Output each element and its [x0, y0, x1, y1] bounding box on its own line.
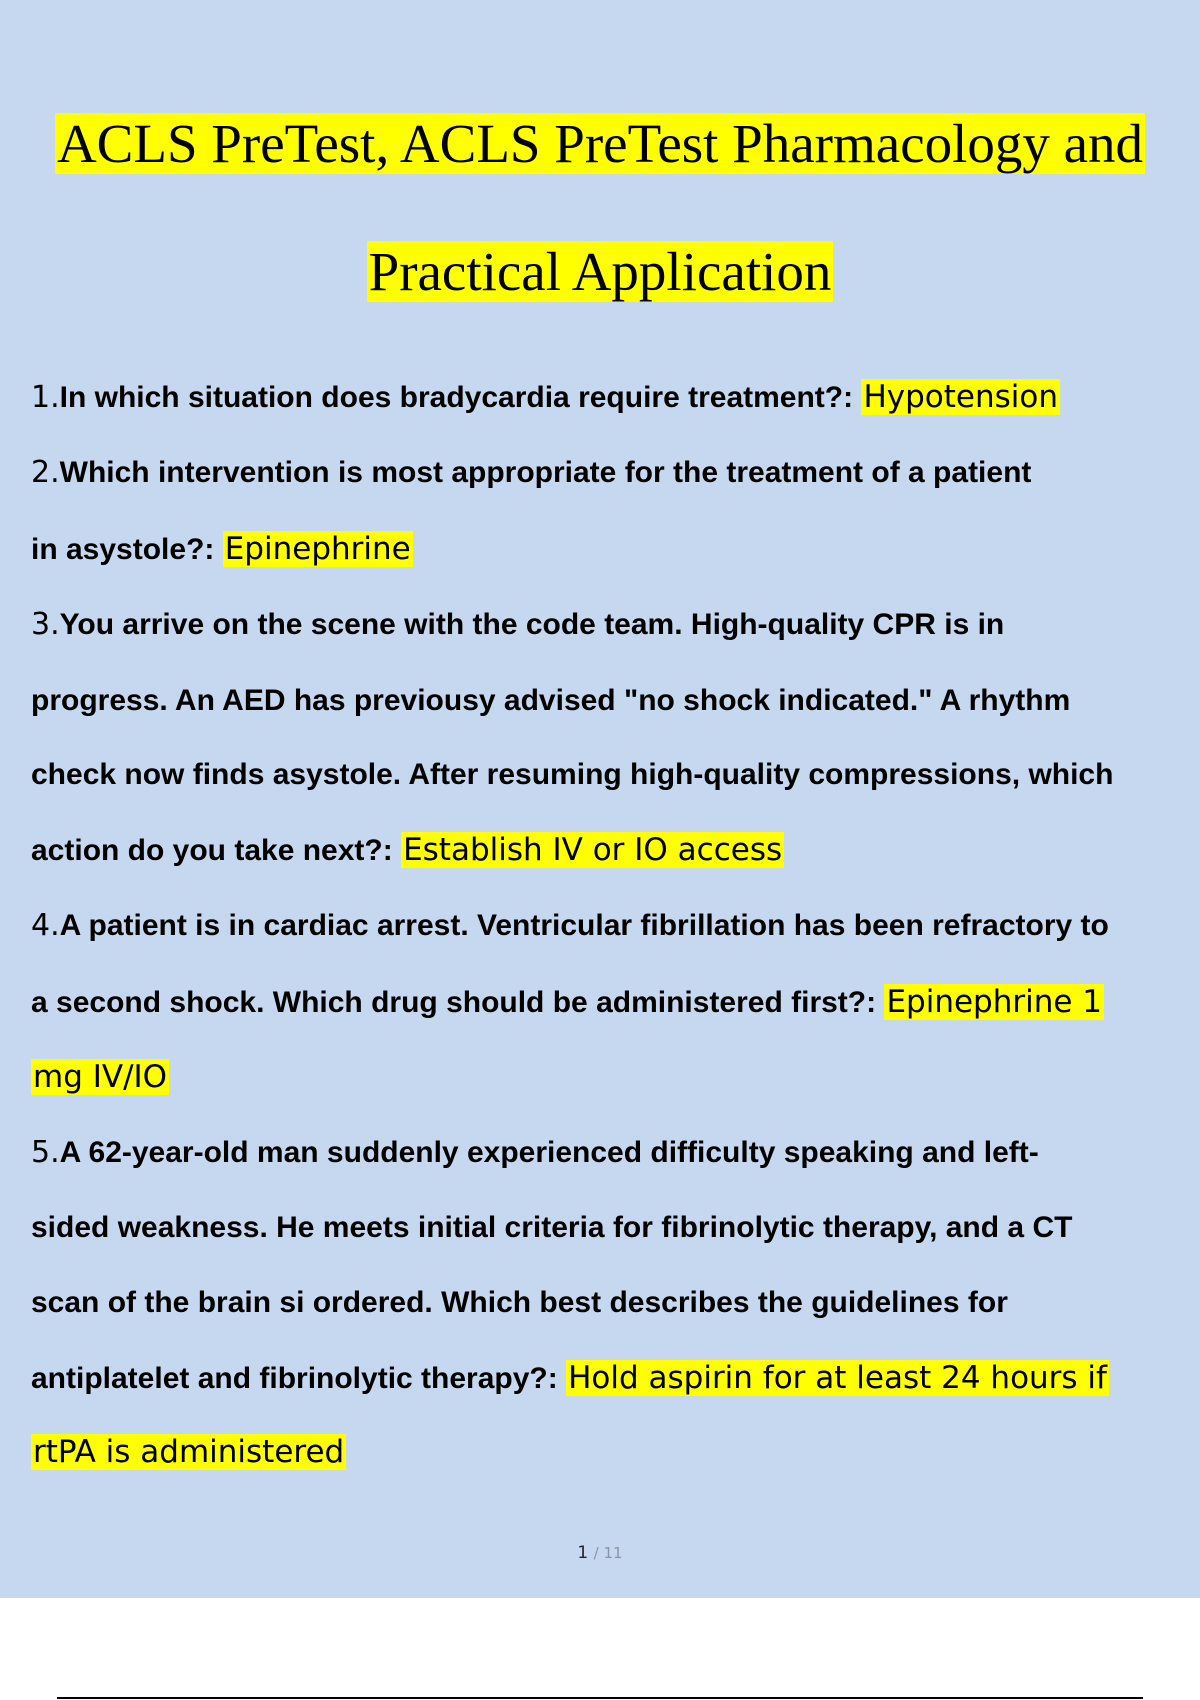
title-highlight-2: Practical Application: [368, 241, 832, 302]
question-5-text-1: A 62-year-old man suddenly experienced difficulty speaking and left-: [59, 1136, 1039, 1169]
question-4-number: 4.: [31, 908, 60, 943]
question-2-number: 2.: [31, 455, 60, 490]
question-3-line-1: [31, 605, 1004, 645]
document-title-line-2: [0, 240, 1200, 304]
question-3-text-1: You arrive on the scene with the code team. High-quality CPR is in: [59, 608, 1005, 641]
next-page-top-rule: [57, 1697, 1143, 1699]
question-4-answer-2: mg IV/IO: [33, 1059, 168, 1095]
question-4-line-2: [31, 982, 1104, 1023]
question-5-answer-1: Hold aspirin for at least 24 hours if: [568, 1360, 1107, 1396]
question-2-line-2: [31, 529, 413, 570]
question-1-line-1: [31, 377, 1060, 418]
question-4-text-2: a second shock. Which drug should be administered first?:: [31, 986, 885, 1019]
question-3-line-3: [31, 755, 1113, 795]
question-2-answer: Epinephrine: [224, 531, 411, 567]
question-1-text: In which situation does bradycardia require treatment?:: [59, 381, 862, 414]
question-4-text-1: A patient is in cardiac arrest. Ventricular fibrillation has been refractory to: [59, 909, 1109, 942]
question-5-line-3: [31, 1283, 1008, 1323]
question-5-text-2: sided weakness. He meets initial criteria for fibrinolytic therapy, and a CT: [31, 1211, 1073, 1244]
question-1-number: 1.: [31, 380, 60, 415]
question-3-answer: Establish IV or IO access: [403, 832, 783, 868]
question-1-answer: Hypotension: [863, 379, 1059, 415]
page-indicator: [0, 1543, 1200, 1563]
question-4-line-3: [31, 1057, 169, 1098]
page-current: 1: [577, 1543, 589, 1563]
question-5-text-4: antiplatelet and fibrinolytic therapy?:: [31, 1362, 567, 1395]
question-2-line-1: [31, 453, 1031, 493]
document-title-line-1: [0, 112, 1200, 176]
question-2-text-1: Which intervention is most appropriate for the treatment of a patient: [59, 456, 1032, 489]
question-3-number: 3.: [31, 607, 60, 642]
question-5-line-5: [31, 1432, 346, 1473]
question-3-text-2: progress. An AED has previousy advised "no shock indicated." A rhythm: [31, 684, 1071, 717]
question-3-text-4: action do you take next?:: [31, 834, 402, 867]
question-5-line-2: [31, 1208, 1072, 1248]
question-4-line-1: [31, 906, 1109, 946]
question-5-answer-2: rtPA is administered: [33, 1434, 345, 1470]
question-2-text-2: in asystole?:: [31, 533, 223, 566]
question-3-line-4: [31, 830, 784, 871]
question-5-text-3: scan of the brain si ordered. Which best describes the guidelines for: [31, 1286, 1008, 1319]
question-5-number: 5.: [31, 1135, 60, 1170]
question-5-line-4: [31, 1358, 1109, 1399]
question-3-text-3: check now finds asystole. After resuming high-quality compressions, which: [31, 758, 1114, 791]
question-5-line-1: [31, 1133, 1039, 1173]
question-4-answer-1: Epinephrine 1: [886, 984, 1103, 1020]
title-highlight-1: ACLS PreTest, ACLS PreTest Pharmacology and: [56, 113, 1144, 174]
page-total: / 11: [593, 1544, 623, 1562]
question-3-line-2: [31, 681, 1070, 721]
